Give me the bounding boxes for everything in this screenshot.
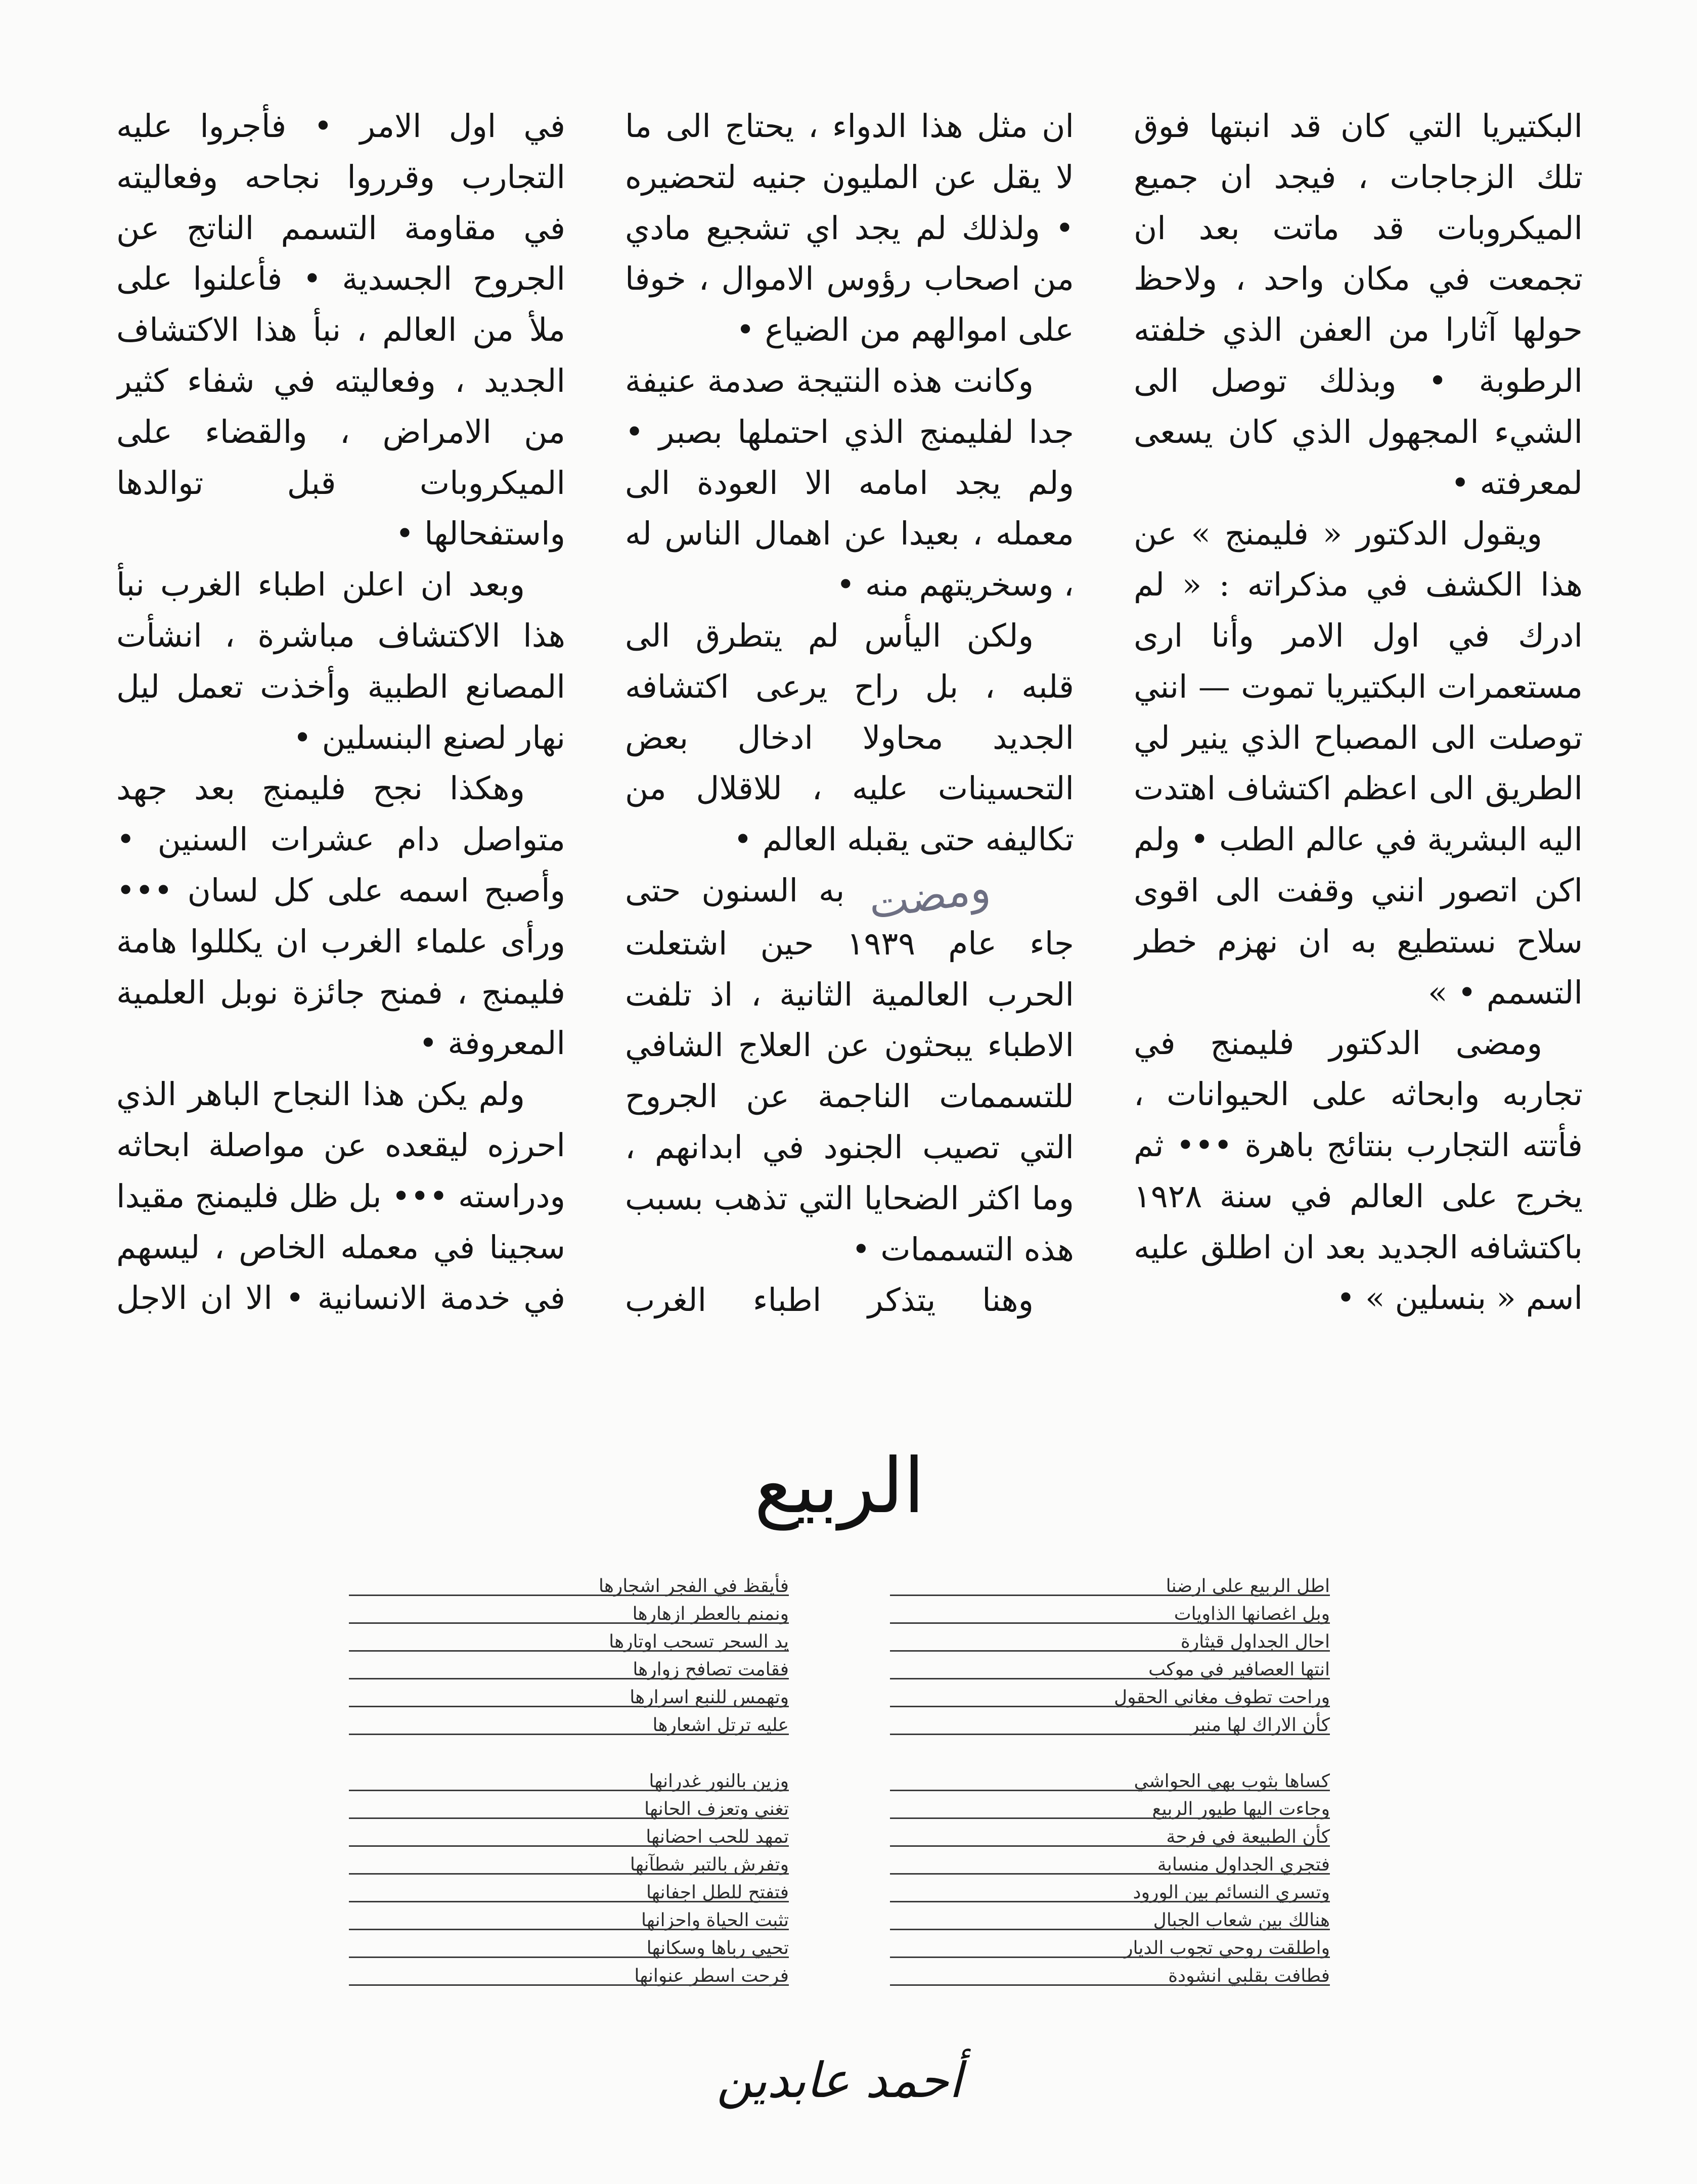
article-paragraph: ومضى الدكتور فليمنج في تجاربه وابحاثه على الحيوانات ، فأتته التجارب بنتائج باهرة ••• ثم يخرج على العالم في سنة ١٩٢٨ باكتشافه الجديد بعد ان اطلق عليه اسم « بنسلين » • [1134, 1025, 1583, 1317]
poem-verse: وتسري النسائم بين الورود [890, 1879, 1330, 1906]
poem-verse: وجاءت اليها طيور الربيع [890, 1795, 1330, 1823]
poem-verse: وتفرش بالتبر شطآنها [349, 1851, 789, 1879]
poem-verse: كساها بثوب بهي الحواشي [890, 1767, 1330, 1795]
poem-verse: كأن الاراك لها منبر [890, 1711, 1330, 1739]
article-column-left [116, 101, 565, 1325]
article-body [116, 101, 1583, 1325]
poem-verse: عليه ترتل اشعارها [349, 1711, 789, 1739]
poem-verse: تغني وتعزف الحانها [349, 1795, 789, 1823]
poem-verse: احال الجداول قيثارة [890, 1628, 1330, 1656]
poem-verse: وراحت تطوف مغاني الحقول [890, 1684, 1330, 1711]
poem-verse: فرحت اسطر عنوانها [349, 1962, 789, 1990]
article-paragraph: وهنا يتذكر اطباء الغرب [625, 1282, 1034, 1319]
article-paragraph: ومضت به السنون حتى جاء عام ١٩٣٩ حين اشتعلت الحرب العالمية الثانية ، اذ تلفت الاطباء يبحثون عن العلاج الشافي للتسممات الناجمة عن الجروح التي تصيب الجنود في ابدانهم ، وما اكثر الضحايا التي تذهب بسبب هذه التسممات • [625, 866, 1074, 1275]
article-paragraph: وكانت هذه النتيجة صدمة عنيفة جدا لفليمنج الذي احتملها بصبر • ولم يجد امامه الا العودة الى معمله ، بعيدا عن اهمال الناس له ، وسخريتهم منه • [625, 362, 1074, 604]
poem-stanza [890, 1572, 1330, 1739]
handwritten-stamp: ومضت [865, 862, 993, 929]
poem-verse: فأيقظ في الفجر اشجارها [349, 1572, 789, 1600]
poem-verse: فتجري الجداول منسابة [890, 1851, 1330, 1879]
poem-title: الربيع [754, 1442, 925, 1530]
article-paragraph: ان مثل هذا الدواء ، يحتاج الى ما لا يقل عن المليون جنيه لتحضيره • ولذلك لم يجد اي تشجيع مادي من اصحاب رؤوس الاموال ، خوفا على اموالهم من الضياع • [625, 108, 1074, 349]
article-paragraph: في اول الامر • فأجروا عليه التجارب وقرروا نجاحه وفعاليته في مقاومة التسمم الناتج عن الجروح الجسدية • فأعلنوا على ملأ من العالم ، نبأ هذا الاكتشاف الجديد ، وفعاليته في شفاء كثير من الامراض ، والقضاء على الميكروبات قبل توالدها واستفحالها • [116, 108, 565, 553]
poem-verse: ونمنم بالعطر ازهارها [349, 1600, 789, 1628]
poem-verse: يد السحر تسحب اوتارها [349, 1628, 789, 1656]
article-paragraph: وهكذا نجح فليمنج بعد جهد متواصل دام عشرات السنين • وأصبح اسمه على كل لسان ••• ورأى علماء الغرب ان يكللوا هامة فليمنج ، فمنح جائزة نوبل العلمية المعروفة • [116, 770, 565, 1062]
poem-verse: فطافت بقلبي انشودة [890, 1962, 1330, 1990]
poem-stanza [890, 1767, 1330, 1990]
poem-stanza [349, 1767, 789, 1990]
poem-author-signature: أحمد عابدين [717, 2052, 962, 2109]
poem-stanza [349, 1572, 789, 1739]
poem-verse: تمهد للحب احضانها [349, 1823, 789, 1851]
article-paragraph: ولم يكن هذا النجاح الباهر الذي احرزه ليقعده عن مواصلة ابحاثه ودراسته ••• بل ظل فليمنج مقيدا سجينا في معمله الخاص ، ليسهم في خدمة الانسانية • الا ان الاجل [116, 1076, 565, 1317]
poem-section [303, 1426, 1375, 2149]
poem-verse: فقامت تصافح زوارها [349, 1656, 789, 1684]
article-column-right [1134, 101, 1583, 1325]
poem-column-left [349, 1572, 789, 2018]
poem-verse: فتفتح للطل اجفانها [349, 1879, 789, 1906]
article-paragraph [1134, 1324, 1583, 1325]
article-paragraph: ويقول الدكتور « فليمنج » عن هذا الكشف في مذكراته : « لم ادرك في اول الامر وأنا ارى مستعمرات البكتيريا تموت — انني توصلت الى المصباح الذي ينير لي الطريق الى اعظم اكتشاف اهتدت اليه البشرية في عالم الطب • ولم اكن اتصور انني وقفت الى اقوى سلاح نستطيع به ان نهزم خطر التسمم • » [1134, 515, 1583, 1011]
poem-verse: واطلقت روحي تجوب الديار [890, 1934, 1330, 1962]
poem-verse: تثبت الحياة واحزانها [349, 1906, 789, 1934]
article-paragraph: وبعد ان اعلن اطباء الغرب نبأ هذا الاكتشاف مباشرة ، انشأت المصانع الطبية وأخذت تعمل ليل نهار لصنع البنسلين • [116, 566, 565, 756]
poem-verse: هنالك بين شعاب الجبال [890, 1906, 1330, 1934]
poem-column-right [890, 1572, 1330, 2018]
poem-verse: انتها العصافير في موكب [890, 1656, 1330, 1684]
poem-verse: وزين بالنور غدرانها [349, 1767, 789, 1795]
article-paragraph: البكتيريا التي كان قد انبتها فوق تلك الزجاجات ، فيجد ان جميع الميكروبات قد ماتت بعد ان تجمعت في مكان واحد ، ولاحظ حولها آثارا من العفن الذي خلفته الرطوبة • وبذلك توصل الى الشيء المجهول الذي كان يسعى لمعرفته • [1134, 108, 1583, 502]
article-paragraph: ولكن اليأس لم يتطرق الى قلبه ، بل راح يرعى اكتشافه الجديد محاولا ادخال بعض التحسينات عليه ، للاقلال من تكاليفه حتى يقبله العالم • [625, 617, 1074, 858]
poem-verse: تحيي رباها وسكانها [349, 1934, 789, 1962]
poem-verse: كأن الطبيعة في فرحة [890, 1823, 1330, 1851]
article-column-middle [625, 101, 1074, 1325]
poem-verse: اطل الربيع على ارضنا [890, 1572, 1330, 1600]
poem-verse: وبل اغصانها الذاويات [890, 1600, 1330, 1628]
poem-verse: وتهمس للنبع اسرارها [349, 1684, 789, 1711]
poem-columns [349, 1572, 1330, 2018]
